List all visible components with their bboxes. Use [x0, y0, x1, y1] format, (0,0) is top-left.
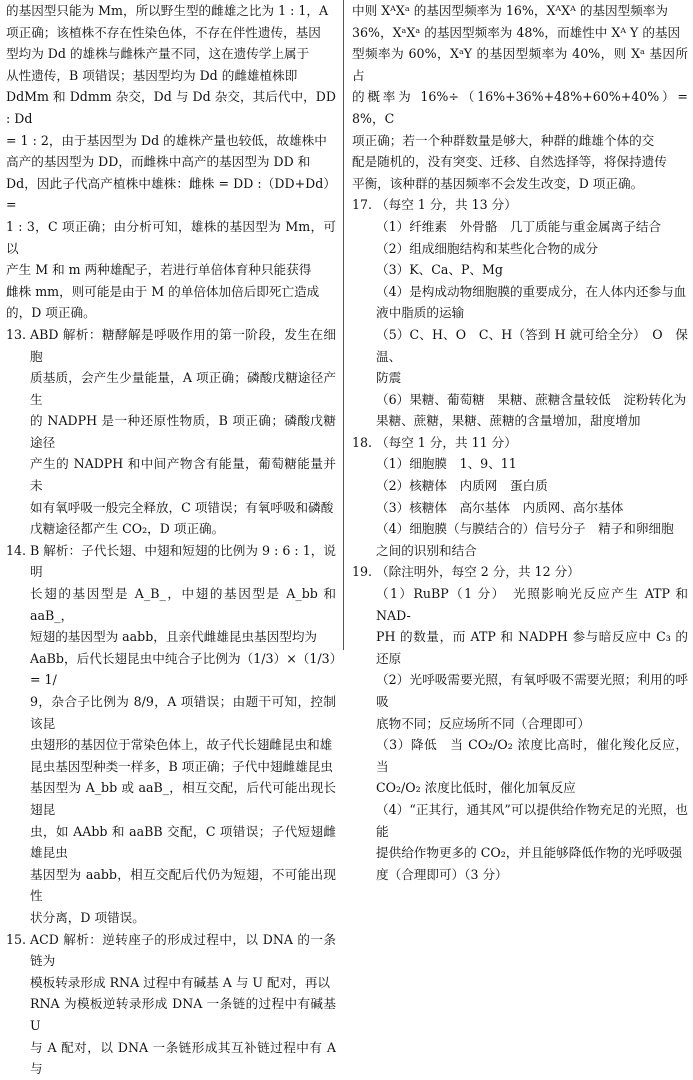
text-line: 的 NADPH 是一种还原性物质，B 项正确；磷酸戊糖途径	[30, 413, 336, 450]
text-line: 产生 M 和 m 两种雄配子，若进行单倍体育种只能获得	[6, 262, 312, 278]
text-line: 的基因型只能为 Mm，所以野生型的雌雄之比为 1 : 1，A	[6, 3, 329, 18]
score-header: （每空 1 分，共 13 分）	[376, 197, 517, 213]
text-line: 型均为 Dd 的雄株与雌株产量不同，这在遗传学上属于	[6, 46, 310, 62]
answer-line: （1）细胞膜 1、9、11	[376, 456, 517, 472]
text-line: 基因型为 A_bb 或 aaB_，相互交配，后代可能出现长翅昆	[30, 780, 336, 817]
answer-line: （4）细胞膜（与膜结合的）信号分子 精子和卵细胞	[376, 521, 674, 537]
answer-line: 防震	[376, 370, 402, 386]
answer-line: （2）组成细胞结构和某些化合物的成分	[376, 240, 599, 256]
q16-continued	[352, 0, 688, 194]
answer-line: （3）降低 当 CO₂/O₂ 浓度比高时，催化羧化反应，当	[376, 737, 688, 774]
answer-line: （2）核糖体 内质网 蛋白质	[376, 478, 548, 494]
answer-line: （5）C、H、O C、H（答到 H 就可给全分） O 保温、	[376, 326, 688, 364]
question-number: 17.	[352, 197, 373, 213]
text-line: 中则 XᴬXᵃ 的基因型频率为 16%，XᴬXᴬ 的基因型频率为	[352, 3, 668, 18]
answer-line: （1）RuBP（1 分） 光照影响光反应产生 ATP 和 NAD-	[376, 586, 688, 623]
answer-line: （3）核糖体 高尔基体 内质网、高尔基体	[376, 499, 624, 515]
score-header: （除注明外，每空 2 分，共 12 分）	[376, 564, 580, 580]
text-line: 虫翅形的基因位于常染色体上，故子代长翅雌昆虫和雄	[30, 737, 333, 753]
text-line: 型频率为 60%，XᵃY 的基因型频率为 40%，则 Xᵃ 基因所占	[352, 46, 688, 83]
text-line: 1 : 3，C 项正确；由分析可知，雄株的基因型为 Mm，可以	[6, 218, 336, 256]
text-line: ABD 解析：糖酵解是呼吸作用的第一阶段，发生在细胞	[30, 326, 336, 364]
text-line: ACD 解析：逆转座子的形成过程中，以 DNA 的一条链为	[30, 931, 336, 969]
answer-line: 液中脂质的运输	[376, 305, 465, 321]
right-column	[352, 0, 688, 885]
answer-line: （4）“正其行，通其风”可以提供给作物充足的光照，也能	[376, 801, 688, 839]
text-line: 昆虫基因型种类一样多，B 项正确；子代中翅雌雄昆虫	[30, 758, 333, 774]
question-number: 13.	[6, 326, 27, 342]
text-line: 平衡，该种群的基因频率不会发生改变，D 项正确。	[352, 175, 644, 191]
question-number: 18.	[352, 434, 373, 450]
text-line: 项正确；若一个种群数量是够大，种群的雌雄个体的交	[352, 132, 655, 148]
text-line: RNA 为模板逆转录形成 DNA 一条链的过程中有碱基 U	[30, 996, 336, 1033]
text-line: 高产的基因型为 DD，而雌株中高产的基因型为 DD 和	[6, 154, 311, 170]
text-line: 项正确；该植株不存在性染色体，不存在伴性遗传，基因	[6, 24, 321, 40]
text-line: 短翅的基因型为 aabb，且亲代雌雄昆虫基因型均为	[30, 629, 318, 645]
left-column	[6, 0, 336, 1080]
q12-continued	[6, 0, 336, 324]
answer-line: （1）纤维素 外骨骼 几丁质能与重金属离子结合	[376, 218, 662, 234]
answer-line: （2）光呼吸需要光照，有氧呼吸不需要光照；利用的呼吸	[376, 672, 688, 709]
answer-line: PH 的数量，而 ATP 和 NADPH 参与暗反应中 C₃ 的还原	[376, 629, 688, 666]
text-line: 的概率为 16%÷（16%+36%+48%+60%+40%）= 8%，C	[352, 89, 688, 126]
answer-line: （4）是构成动物细胞膜的重要成分，在人体内还参与血	[376, 283, 687, 299]
answer-line: 果糖、蔗糖，果糖、蔗糖的含量增加，甜度增加	[376, 413, 641, 429]
text-line: 如有氧呼吸一般完全释放，C 项错误；有氧呼吸和磷酸	[30, 499, 334, 515]
text-line: 雌株 mm，则可能是由于 M 的单倍体加倍后即死亡造成	[6, 283, 320, 299]
text-line: 质基质，会产生少量能量，A 项正确；磷酸戊糖途径产生	[30, 370, 336, 407]
question-19	[352, 561, 688, 885]
text-line: 戊糖途径都产生 CO₂，D 项正确。	[30, 521, 225, 537]
text-line: DdMm 和 Ddmm 杂交，Dd 与 Dd 杂交，其后代中，DD : Dd	[6, 89, 336, 126]
answer-line: （6）果糖、葡萄糖 果糖、蔗糖含量较低 淀粉转化为	[376, 391, 687, 407]
text-line: 从性遗传，B 项错误；基因型均为 Dd 的雌雄植株即	[6, 67, 298, 83]
text-line: 9，杂合子比例为 8/9，A 项错误；由题干可知，控制该昆	[30, 694, 336, 731]
question-17	[352, 194, 688, 432]
answer-line: 底物不同；反应场所不同（合理即可）	[376, 715, 591, 731]
text-line: B 解析：子代长翅、中翅和短翅的比例为 9 : 6 : 1，说明	[30, 542, 336, 580]
question-14	[6, 540, 336, 929]
text-line: Dd，因此子代高产植株中雄株：雌株 = DD :（DD+Dd）=	[6, 175, 336, 213]
answer-line: 提供给作物更多的 CO₂，并且能够降低作物的光呼吸强	[376, 845, 683, 861]
score-header: （每空 1 分，共 11 分）	[376, 434, 517, 450]
text-line: 基因型为 aabb，相互交配后代仍为短翅，不可能出现性	[30, 866, 336, 904]
text-line: 产生的 NADPH 和中间产物含有能量，葡萄糖能量并未	[30, 456, 336, 494]
text-line: 与 A 配对，以 DNA 一条链形成其互补链过程中有 A 与	[30, 1039, 336, 1077]
text-line: 虫，如 AAbb 和 aaBB 交配，C 项错误；子代短翅雌雄昆虫	[30, 823, 336, 861]
text-line: 36%，XᵃXᵃ 的基因型频率为 48%，而雄性中 Xᴬ Y 的基因	[352, 24, 681, 40]
question-13	[6, 324, 336, 540]
text-line: 配是随机的，没有突变、迁移、自然选择等，将保持遗传	[352, 154, 667, 170]
text-line: 的，D 项正确。	[6, 305, 96, 321]
answer-line: 度（合理即可）（3 分）	[376, 866, 508, 882]
question-number: 19.	[352, 564, 373, 580]
text-line: 状分离，D 项错误。	[30, 909, 145, 925]
answer-line: 之间的识别和结合	[376, 542, 477, 558]
text-line: = 1 : 2，由于基因型为 Dd 的雄株产量也较低，故雄株中	[6, 132, 327, 148]
question-number: 14.	[6, 542, 27, 558]
text-line: 长翅的基因型是 A_B_，中翅的基因型是 A_bb 和 aaB_，	[30, 586, 336, 623]
question-18	[352, 432, 688, 562]
question-15	[6, 929, 336, 1080]
column-divider	[343, 0, 344, 650]
text-line: 模板转录形成 RNA 过程中有碱基 A 与 U 配对，再以	[30, 974, 331, 990]
answer-line: CO₂/O₂ 浓度比低时，催化加氧反应	[376, 780, 576, 796]
question-number: 15.	[6, 931, 27, 947]
answer-line: （3）K、Ca、P、Mg	[376, 262, 503, 278]
text-line: AaBb，后代长翅昆虫中纯合子比例为（1/3）×（1/3）= 1/	[30, 650, 336, 688]
